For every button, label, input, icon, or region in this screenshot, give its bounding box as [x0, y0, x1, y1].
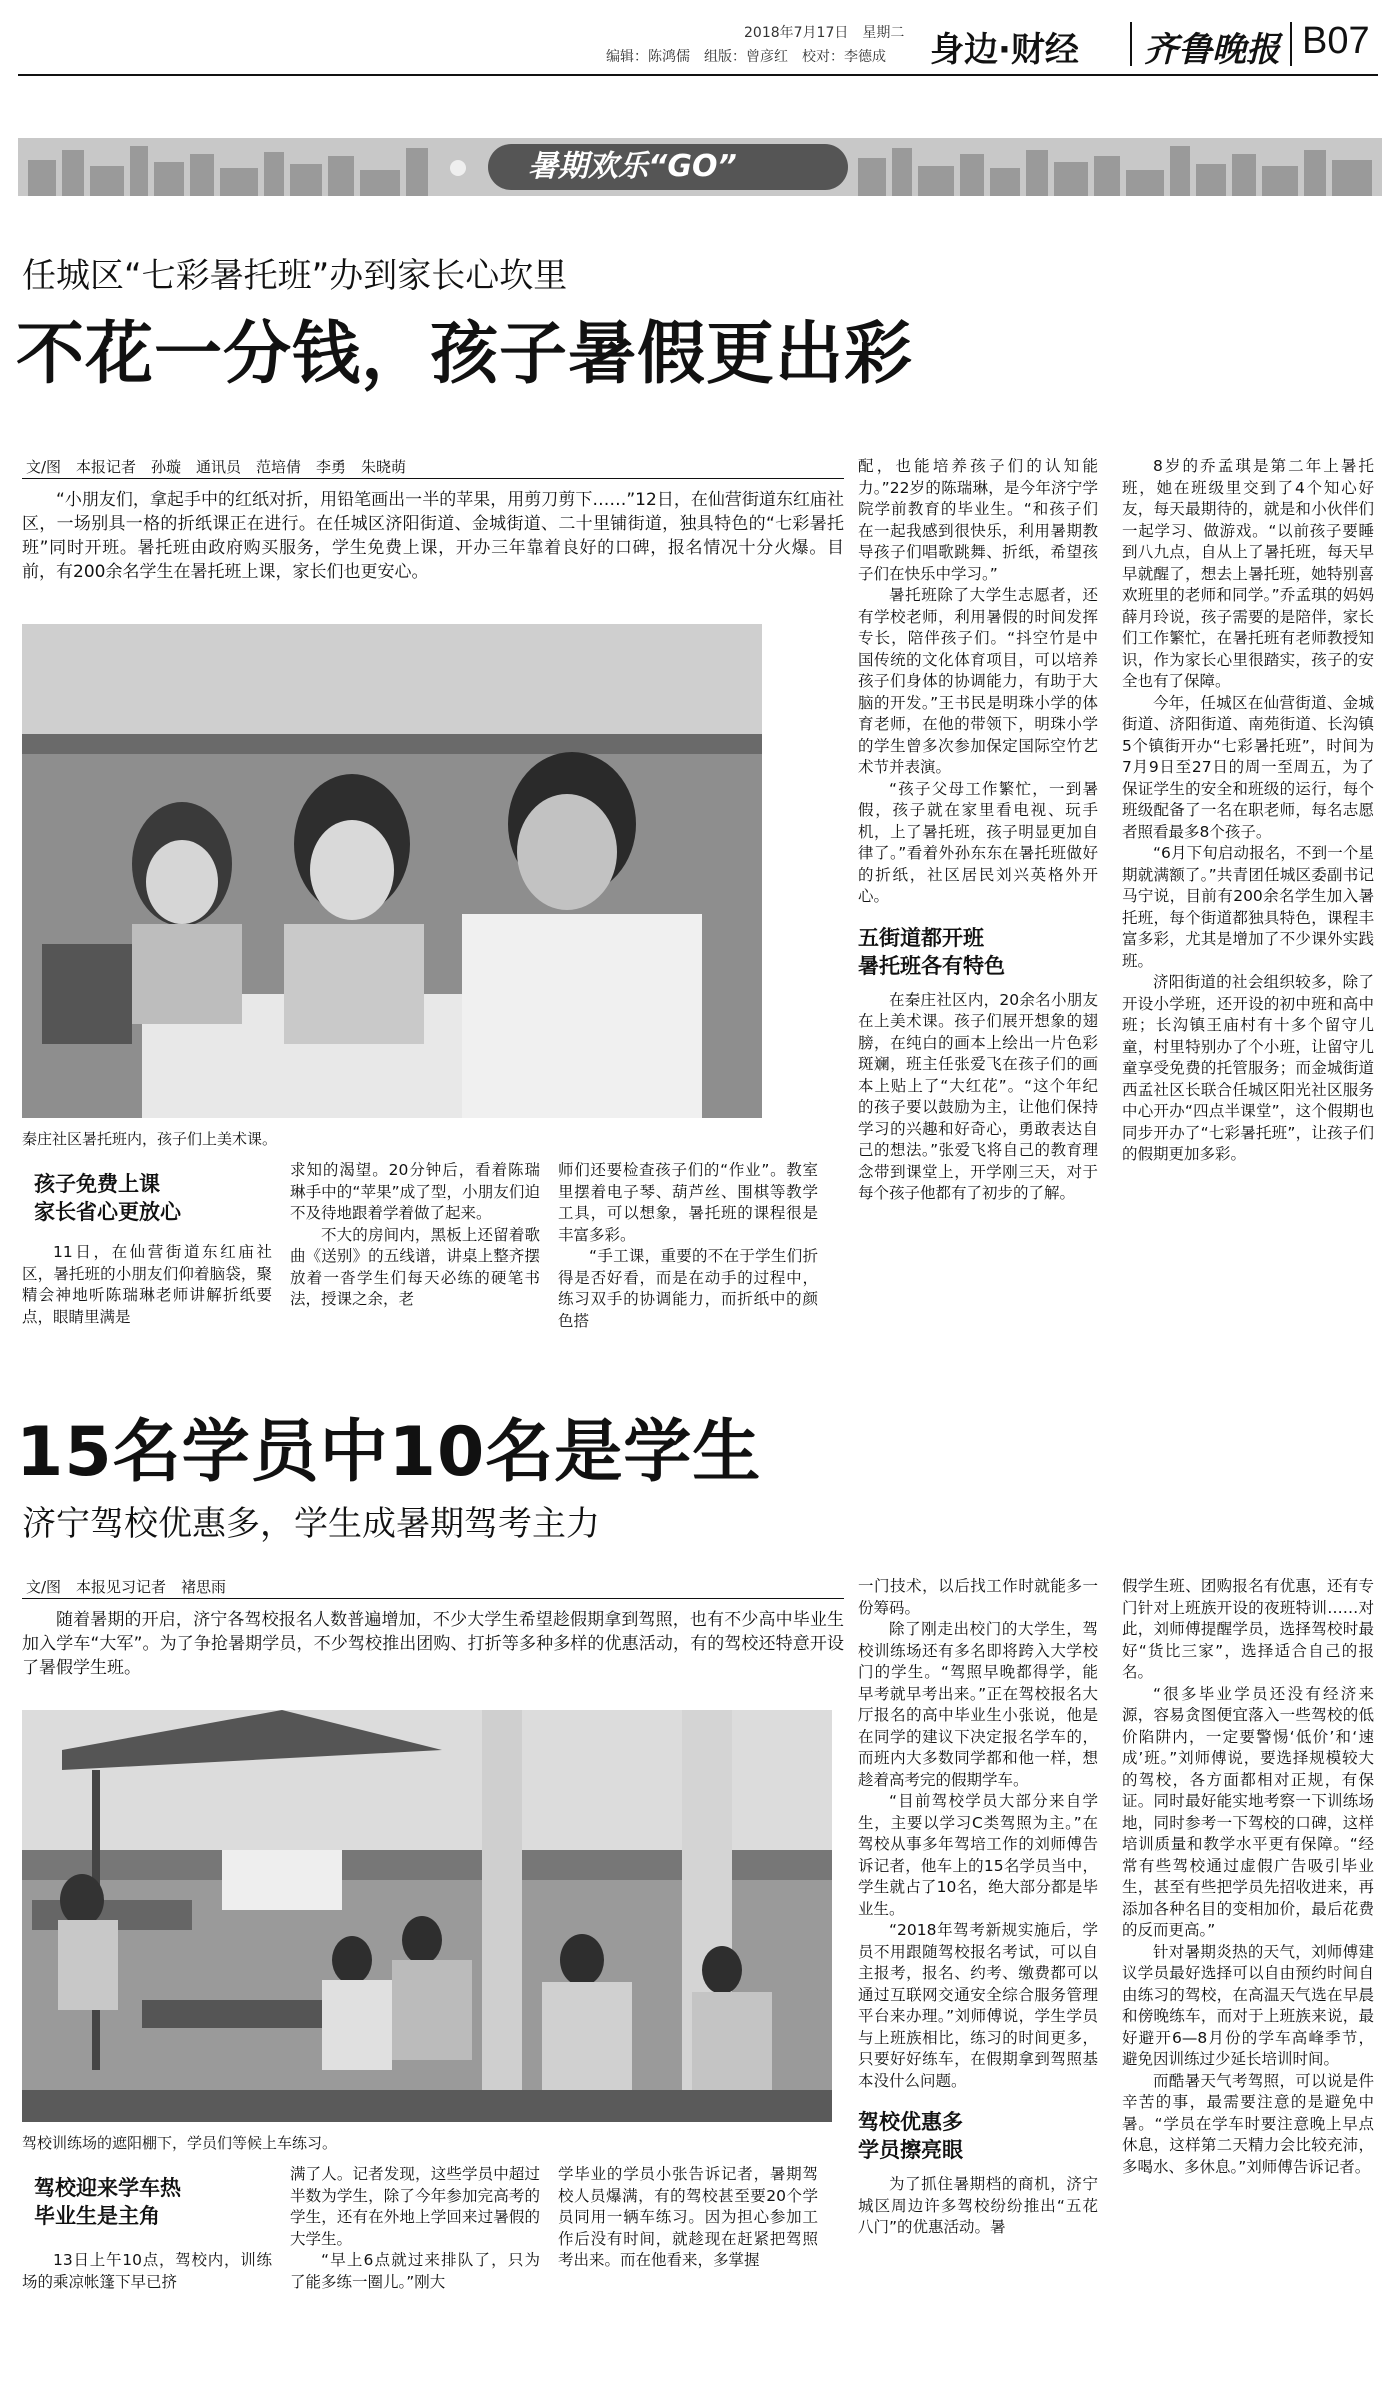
page-number: B07 [1302, 20, 1370, 62]
article2-photo [22, 1710, 832, 2122]
header-divider [1130, 22, 1132, 66]
article1-subhead-1: 孩子免费上课 家长省心更放心 [34, 1172, 181, 1224]
article2-col-3: 学毕业的学员小张告诉记者，暑期驾校人员爆满，有的驾校甚至要20个学员同用一辆车练习。因为担心参加工作后没有时间，就趁现在赶紧把驾照考出来。而在他看来，多掌握 [558, 2165, 818, 2269]
banner-title: 暑期欢乐“GO” [528, 149, 737, 184]
article2-col-2: 满了人。记者发现，这些学员中超过半数为学生，除了今年参加完高考的学生，还有在外地上学回来过暑假的大学生。 “早上6点就过来排队了，只为了能多练一圈儿。”刚大 [290, 2165, 540, 2291]
article2-subhead-1: 驾校迎来学车热 毕业生是主角 [34, 2176, 181, 2228]
article2-col-5: 假学生班、团购报名有优惠，还有专门针对上班族开设的夜班特训……对此，刘师傅提醒学员，选择驾校时最好“货比三家”，选择适合自己的报名。 “很多毕业学员还没有经济来源，容易贪图便宜落入一些驾校的低价陷阱内，一定要警惕‘低价’和‘速成’班。”刘师傅说，要选择规模较大的驾校，各方面都相对正规，有保证。同时最好能实地考察一下训练场地，同时参考一下驾校的口碑，这样培训质量和教学水平更有保障。“经常有些驾校通过虚假广告吸引毕业生，甚至有些把学员先招收进来，再添加各种名目的变相加价，最后花费的反而更高。” 针对暑期炎热的天气，刘师傅建议学员最好选择可以自由预约时间自由练习的驾校，在高温天气选在早晨和傍晚练车，而对于上班族来说，最好避开6—8月份的学车高峰季节，避免因训练过少延长培训时间。 而酷暑天气考驾照，可以说是件辛苦的事，最需要注意的是避免中暑。“学员在学车时要注意晚上早点休息，这样第二天精力会比较充沛，多喝水、多休息。”刘师傅告诉记者。 [1122, 1577, 1374, 2176]
article1-col-3: 师们还要检查孩子们的“作业”。教室里摆着电子琴、葫芦丝、围棋等教学工具，可以想象，暑托班的课程很是丰富多彩。 “手工课，重要的不在于学生们折得是否好看，而是在动手的过程中，练习双手的协调能力，而折纸中的颜色搭 [558, 1161, 818, 1330]
article2-subhead-2: 驾校优惠多 学员擦亮眼 [858, 2110, 963, 2162]
article1-photo [22, 624, 762, 1118]
article1-col-5: 8岁的乔孟琪是第二年上暑托班，她在班级里交到了4个知心好友，每天最期待的，就是和小伙伴们一起学习、做游戏。“以前孩子要睡到八九点，自从上了暑托班，每天早早就醒了，想去上暑托班，她特别喜欢班里的老师和同学。”乔孟琪的妈妈薛月玲说，孩子需要的是陪伴，家长们工作繁忙，在暑托班有老师教授知识，作为家长心里很踏实，孩子的安全也有了保障。 今年，任城区在仙营街道、金城街道、济阳街道、南苑街道、长沟镇5个镇街开办“七彩暑托班”，时间为7月9日至27日的周一至周五，为了保证学生的安全和班级的运行，每个班级配备了一名在职老师，每名志愿者照看最多8个孩子。 “6月下旬启动报名，不到一个星期就满额了。”共青团任城区委副书记马宁说，目前有200余名学生加入暑托班，每个街道都独具特色，课程丰富多彩，尤其是增加了不少课外实践班。 济阳街道的社会组织较多，除了开设小学班，还开设的初中班和高中班；长沟镇王庙村有十多个留守儿童，村里特别办了个小班，让留守儿童享受免费的托管服务；而金城街道西孟社区长联合任城区阳光社区服务中心开办“四点半课堂”，这个假期也同步开办了“七彩暑托班”，让孩子们的假期更加多彩。 [1122, 457, 1374, 1163]
driving-school-photo [22, 1710, 832, 2122]
newspaper-logo: 齐鲁晚报 [1144, 30, 1280, 70]
section-banner [18, 138, 1382, 196]
article2-photo-caption: 驾校训练场的遮阳棚下，学员们等候上车练习。 [22, 2134, 338, 2152]
article2-headline: 15名学员中10名是学生 [16, 1413, 762, 1492]
article2-kicker: 济宁驾校优惠多，学生成暑期驾考主力 [22, 1504, 600, 1544]
article2-byline: 文/图 本报见习记者 褚思雨 [26, 1578, 227, 1596]
header-rule [18, 74, 1378, 76]
article1-headline: 不花一分钱，孩子暑假更出彩 [16, 315, 914, 394]
article1-subhead-2: 五街道都开班 暑托班各有特色 [858, 925, 1005, 978]
article1-col-1: 11日，在仙营街道东红庙社区，暑托班的小朋友们仰着脑袋，聚精会神地听陈瑞琳老师讲解折纸要点，眼睛里满是 [22, 1243, 272, 1326]
article1-kicker: 任城区“七彩暑托班”办到家长心坎里 [22, 256, 568, 296]
article1-photo-caption: 秦庄社区暑托班内，孩子们上美术课。 [22, 1130, 278, 1148]
article1-col-4: 配，也能培养孩子们的认知能力。”22岁的陈瑞琳，是今年济宁学院学前教育的毕业生。“和孩子们在一起我感到很快乐，利用暑期教导孩子们唱歌跳舞、折纸，希望孩子们在快乐中学习。” 暑托班除了大学生志愿者，还有学校老师，利用暑假的时间发挥专长，陪伴孩子们。“抖空竹是中国传统的文化体育项目，可以培养孩子们身体的协调能力，有助于大脑的开发。”王书民是明珠小学的体育老师，在他的带领下，明珠小学的学生曾多次参加保定国际空竹艺术节并表演。 “孩子父母工作繁忙，一到暑假，孩子就在家里看电视、玩手机，上了暑托班，孩子明显更加自律了。”看着外孙东东在暑托班做好的折纸，社区居民刘兴英格外开心。 五街道都开班 暑托班各有特色 在秦庄社区内，20余名小朋友在上美术课。孩子们展开想象的翅膀，在纯白的画本上绘出一片色彩斑斓，班主任张爱飞在孩子们的画本上贴上了“大红花”。“这个年纪的孩子要以鼓励为主，让他们保持学习的兴趣和好奇心，勇敢表达自己的想法。”张爱飞将自己的教育理念带到课堂上，开学刚三天，对于每个孩子他都有了初步的了解。 [858, 457, 1098, 1202]
staff-credits: 编辑：陈鸿儒 组版：曾彦红 校对：李德成 [606, 49, 886, 65]
byline-rule [22, 1598, 844, 1599]
section-title: 身边·财经 [930, 30, 1079, 70]
issue-date: 2018年7月17日 星期二 [744, 25, 905, 41]
classroom-photo [22, 624, 762, 1118]
article2-col-4: 一门技术，以后找工作时就能多一份筹码。 除了刚走出校门的大学生，驾校训练场还有多名即将跨入大学校门的学生。“驾照早晚都得学，能早考就早考出来。”正在驾校报名大厅报名的高中毕业生小张说，他是在同学的建议下决定报名学车的，而班内大多数同学都和他一样，想趁着高考完的假期学车。 “目前驾校学员大部分来自学生，主要以学习C类驾照为主。”在驾校从事多年驾培工作的刘师傅告诉记者，他车上的15名学员当中，学生就占了10名，绝大部分都是毕业生。 “2018年驾考新规实施后，学员不用跟随驾校报名考试，可以自主报考，报名、约考、缴费都可以通过互联网交通安全综合服务管理平台来办理。”刘师傅说，学生学员与上班族相比，练习的时间更多，只要好好练车，在假期拿到驾照基本没什么问题。 驾校优惠多 学员擦亮眼 为了抓住暑期档的商机，济宁城区周边许多驾校纷纷推出“五花八门”的优惠活动。暑 [858, 1577, 1098, 2236]
article1-lead: “小朋友们，拿起手中的红纸对折，用铅笔画出一半的苹果，用剪刀剪下……”12日，在仙营街道东红庙社区，一场别具一格的折纸课正在进行。在任城区济阳街道、金城街道、二十里铺街道，独具特色的“七彩暑托班”同时开班。暑托班由政府购买服务，学生免费上课，开办三年靠着良好的口碑，报名情况十分火爆。目前，有200余名学生在暑托班上课，家长们也更安心。 [22, 490, 844, 582]
article1-byline: 文/图 本报记者 孙璇 通讯员 范培倩 李勇 朱晓萌 [26, 458, 407, 476]
article2-lead: 随着暑期的开启，济宁各驾校报名人数普遍增加，不少大学生希望趁假期拿到驾照，也有不少高中毕业生加入学车“大军”。为了争抢暑期学员，不少驾校推出团购、打折等多种多样的优惠活动，有的驾校还特意开设了暑假学生班。 [22, 1610, 844, 1678]
article1-col-2: 求知的渴望。20分钟后，看着陈瑞琳手中的“苹果”成了型，小朋友们迫不及待地跟着学着做了起来。 不大的房间内，黑板上还留着歌曲《送别》的五线谱，讲桌上整齐摆放着一沓学生们每天必练的硬笔书法，授课之余，老 [290, 1161, 540, 1308]
byline-rule [22, 478, 844, 479]
article2-col-1: 13日上午10点，驾校内，训练场的乘凉帐篷下早已挤 [22, 2251, 272, 2291]
header-divider [1290, 22, 1292, 66]
